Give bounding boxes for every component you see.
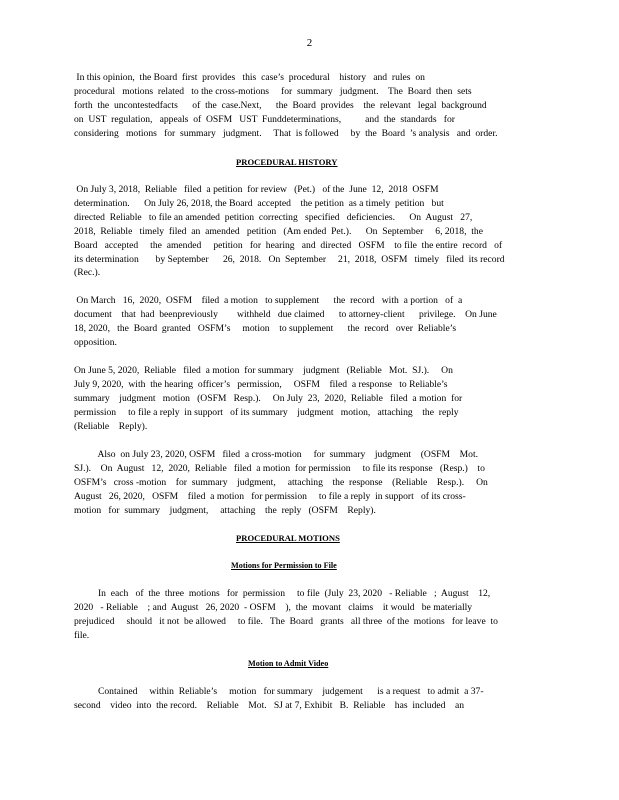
page-number: 2 — [306, 37, 313, 49]
text-line: forth the uncontestedfacts of the case.Next, the Board provides the relevant legal background — [74, 99, 487, 111]
paragraph-petition-history — [74, 183, 544, 280]
text-line: prejudiced should it not be allowed to file. The Board grants all three of the motions for leave to — [74, 615, 498, 627]
paragraph-cross-motion — [74, 448, 544, 518]
text-line: July 9, 2020, with the hearing officer’s permission, OSFM filed a response to Reliable’s — [74, 378, 448, 390]
text-line: SJ.). On August 12, 2020, Reliable filed a motion for permission to file its response (Resp.) to — [74, 462, 485, 474]
paragraph-admit-video — [74, 685, 544, 713]
text-line: Contained within Reliable’s motion for summary judgement is a request to admit a 37- — [74, 686, 484, 697]
text-line: On July 3, 2018, Reliable filed a petition for review (Pet.) of the June 12, 2018 OSFM — [74, 184, 439, 195]
text-line: procedural motions related to the cross-motions for summary judgment. The Board then sets — [74, 85, 472, 97]
text-line: In this opinion, the Board first provides this case’s procedural history and rules on — [74, 72, 425, 83]
text-line: Board accepted the amended petition for hearing and directed OSFM to file the entire record of — [74, 239, 503, 251]
text-line: 2020 - Reliable ; and August 26, 2020 - OSFM ), the movant claims it would be materially — [74, 601, 473, 613]
text-line: On March 16, 2020, OSFM filed a motion to supplement the record with a portion of a — [74, 295, 463, 306]
text-line: determination. On July 26, 2018, the Board accepted the petition as a timely petition but — [74, 197, 444, 209]
text-line: On June 5, 2020, Reliable filed a motion for summary judgment (Reliable Mot. SJ.). On — [74, 365, 453, 376]
text-line: permission to file a reply in support of its summary judgment motion, attaching the reply — [74, 406, 459, 418]
text-line: document that had beenpreviously withheld due claimed to attorney-client privilege. On June — [74, 308, 497, 320]
text-line: August 26, 2020, OSFM filed a motion for permission to file a reply in support of its cross- — [74, 490, 466, 502]
text-line: second video into the record. Reliable Mot. SJ at 7, Exhibit B. Reliable has included an — [74, 699, 465, 711]
text-line: OSFM’s cross -motion for summary judgment, attaching the response (Reliable Resp.). On — [74, 476, 488, 488]
heading-procedural-motions: PROCEDURAL MOTIONS — [236, 533, 340, 543]
text-line: its determination by September 26, 2018. On September 21, 2018, OSFM timely filed its record — [74, 253, 505, 265]
text-line: directed Reliable to file an amended petition correcting specified deficiencies. On August 27, — [74, 211, 473, 223]
text-line: file. — [74, 629, 90, 641]
text-line: summary judgment motion (OSFM Resp.). On July 23, 2020, Reliable filed a motion for — [74, 392, 463, 404]
text-line: on UST regulation, appeals of OSFM UST Funddeterminations, and the standards for — [74, 113, 455, 125]
text-line: In each of the three motions for permission to file (July 23, 2020 - Reliable ; August 12, — [74, 588, 491, 599]
text-line: Also on July 23, 2020, OSFM filed a cross-motion for summary judgment (OSFM Mot. — [74, 449, 479, 460]
text-line: 2018, Reliable timely filed an amended petition (Am ended Pet.). On September 6, 2018, the — [74, 225, 483, 237]
text-line: 18, 2020, the Board granted OSFM’s motion to supplement the record over Reliable’s — [74, 322, 457, 334]
text-line: opposition. — [74, 336, 117, 348]
subheading-motion-to-admit-video: Motion to Admit Video — [248, 659, 329, 668]
paragraph-supplement-record — [74, 294, 544, 350]
intro-paragraph — [74, 71, 544, 141]
text-line: considering motions for summary judgment. That is followed by the Board ’s analysis and order. — [74, 127, 498, 139]
text-line: motion for summary judgment, attaching the reply (OSFM Reply). — [74, 504, 376, 516]
subheading-motions-for-permission: Motions for Permission to File — [231, 561, 337, 570]
paragraph-summary-judgment-motion — [74, 364, 544, 434]
text-line: (Rec.). — [74, 267, 101, 279]
text-line: (Reliable Reply). — [74, 420, 148, 432]
paragraph-permission-motions — [74, 587, 544, 643]
heading-procedural-history: PROCEDURAL HISTORY — [236, 157, 338, 167]
